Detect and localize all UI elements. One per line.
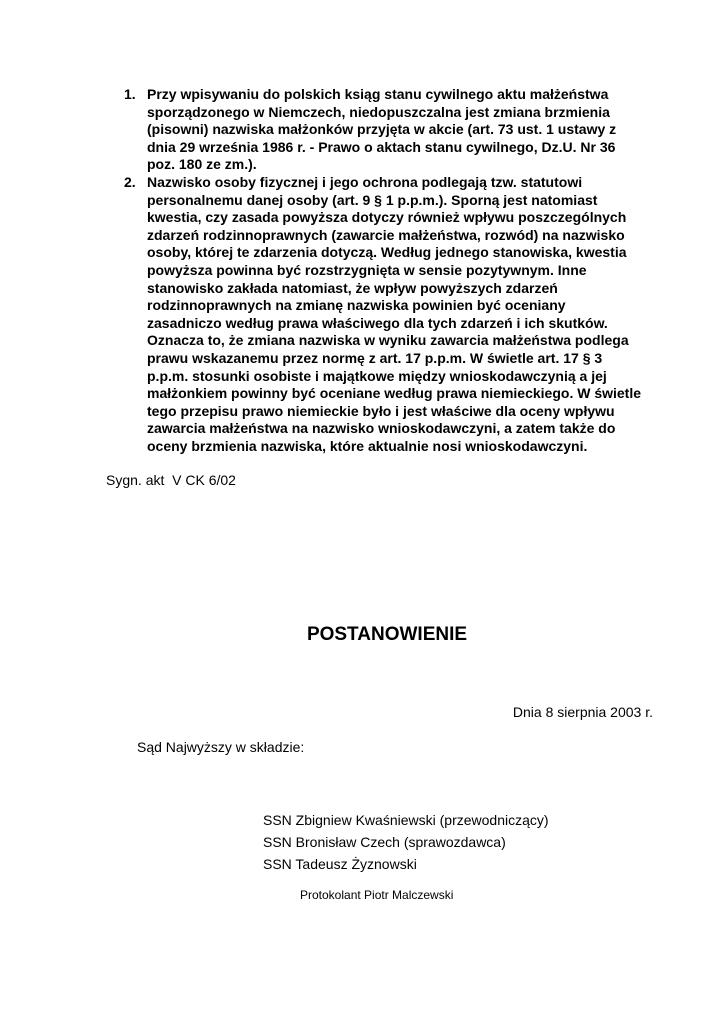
ruling-date: Dnia 8 sierpnia 2003 r. xyxy=(512,704,653,720)
thesis-number: 2. xyxy=(124,173,136,190)
thesis-number: 1. xyxy=(124,86,136,102)
judge-entry: SSN Tadeusz Żyznowski xyxy=(263,856,417,872)
case-signature: Sygn. akt V CK 6/02 xyxy=(106,472,236,488)
judge-entry: SSN Zbigniew Kwaśniewski (przewodniczący) xyxy=(263,812,549,828)
thesis-item xyxy=(124,174,644,456)
document-title: POSTANOWIENIE xyxy=(306,624,468,645)
judges-list xyxy=(263,809,549,875)
judge-entry: SSN Bronisław Czech (sprawozdawca) xyxy=(263,834,506,850)
thesis-text: Nazwisko osoby fizycznej i jego ochrona podlegają tzw. statutowi personalnemu danej osoby (art. 9 § 1 p.p.m.). Sporną jest natomiast kwestia, czy zasada powyższa dotyczy również wpływu poszczególnych zdarzeń rodzinnoprawnych (zawarcie małżeństwa, rozwód) na nazwisko osoby, której te zdarzenia dotyczą. Według jednego stanowiska, kwestia powyższa powinna być rozstrzygnięta w sensie pozytywnym. Inne stanowisko zakłada natomiast, że wpływ powyższych zdarzeń rodzinnoprawnych na zmianę nazwiska powinien być oceniany zasadniczo według prawa właściwego dla tych zdarzeń i ich skutków. Oznacza to, że zmiana nazwiska w wyniku zawarcia małżeństwa podlega prawu wskazanemu przez normę z art. 17 p.p.m. W świetle art. 17 § 3 p.p.m. stosunki osobiste i majątkowe między wnioskodawczynią a jej małżonkiem powinny być oceniane według prawa niemieckiego. W świetle tego przepisu prawo niemieckie było i jest właściwe dla oceny wpływu zawarcia małżeństwa na nazwisko wnioskodawczyni, a zatem także do oceny brzmienia nazwiska, które aktualnie nosi wnioskodawczyni. xyxy=(147,173,642,454)
court-composition-label: Sąd Najwyższy w składzie: xyxy=(137,739,305,755)
court-clerk: Protokolant Piotr Malczewski xyxy=(300,888,454,902)
thesis-list xyxy=(124,86,644,455)
thesis-text: Przy wpisywaniu do polskich ksiąg stanu cywilnego aktu małżeństwa sporządzonego w Niemczech, niedopuszczalna jest zmiana brzmienia (pisowni) nazwiska małżonków przyjęta w akcie (art. 73 ust. 1 ustawy z dnia 29 września 1986 r. - Prawo o aktach stanu cywilnego, Dz.U. Nr 36 poz. 180 ze zm.). xyxy=(147,86,617,173)
thesis-item xyxy=(124,86,644,174)
